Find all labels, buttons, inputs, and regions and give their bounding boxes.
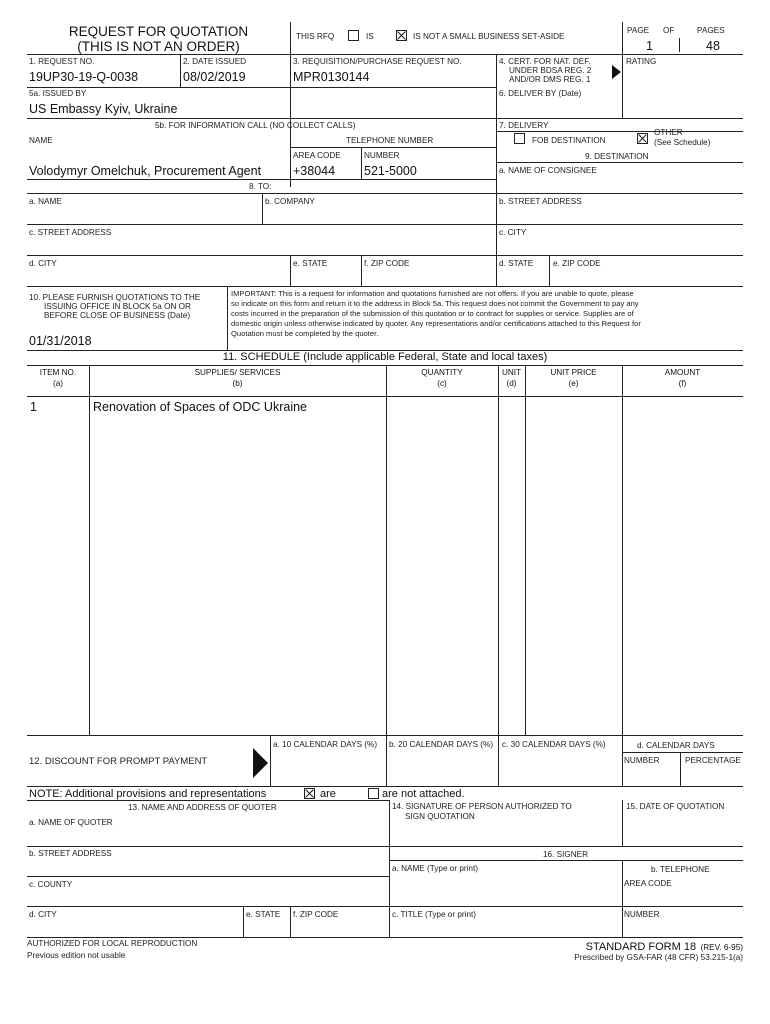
is-not-checkbox[interactable] xyxy=(396,30,407,41)
cert-label-2: UNDER BDSA REG. 2 xyxy=(509,66,592,75)
col-amount-header: AMOUNT (f) xyxy=(664,368,701,388)
phone-number-value[interactable]: 521-5000 xyxy=(364,164,417,178)
col-quantity-header: QUANTITY (c) xyxy=(421,368,463,388)
block10-label-1: 10. PLEASE FURNISH QUOTATIONS TO THE xyxy=(29,293,201,302)
discount-30-label: c. 30 CALENDAR DAYS (%) xyxy=(502,740,606,749)
row-description: Renovation of Spaces of ODC Ukraine xyxy=(93,400,307,414)
signature-label-2: SIGN QUOTATION xyxy=(405,812,475,821)
to-label: 8. TO: xyxy=(249,182,272,191)
important-line-5: Quotation must be completed by the quoter. xyxy=(231,329,379,338)
quoter-title: 13. NAME AND ADDRESS OF QUOTER xyxy=(128,803,277,812)
are-label: are xyxy=(320,788,336,800)
signer-area-code-label: AREA CODE xyxy=(624,879,672,888)
is-checkbox[interactable] xyxy=(348,30,359,41)
form-name: STANDARD FORM 18 xyxy=(585,941,697,953)
consignee-label: a. NAME OF CONSIGNEE xyxy=(499,166,597,175)
authorized-reproduction: AUTHORIZED FOR LOCAL REPRODUCTION xyxy=(27,939,198,948)
col-supplies-header: SUPPLIES/ SERVICES (b) xyxy=(194,368,281,388)
quotation-date-label: 15. DATE OF QUOTATION xyxy=(626,802,725,811)
request-no-label: 1. REQUEST NO. xyxy=(29,57,95,66)
discount-number-label: NUMBER xyxy=(624,756,660,765)
dest-street-label: b. STREET ADDRESS xyxy=(499,197,582,206)
to-street-label: c. STREET ADDRESS xyxy=(29,228,112,237)
of-label: OF xyxy=(663,26,675,35)
other-label: OTHER xyxy=(654,128,683,137)
important-line-1: IMPORTANT: This is a request for information and quotations furnished are not offers. If you are unable to quote, please xyxy=(231,289,634,298)
to-zip-label: f. ZIP CODE xyxy=(364,259,410,268)
info-call-label: 5b. FOR INFORMATION CALL (NO COLLECT CALLS) xyxy=(155,121,356,130)
to-company-label: b. COMPANY xyxy=(265,197,315,206)
form-title xyxy=(27,24,290,54)
quotation-due-date[interactable]: 01/31/2018 xyxy=(29,334,92,348)
quoter-city-label: d. CITY xyxy=(29,910,57,919)
deliver-by-label: 6. DELIVER BY (Date) xyxy=(499,89,582,98)
fob-checkbox[interactable] xyxy=(514,133,525,144)
discount-10-label: a. 10 CALENDAR DAYS (%) xyxy=(273,740,378,749)
name-label: NAME xyxy=(29,136,53,145)
block10-label-2: ISSUING OFFICE IN BLOCK 5a ON OR xyxy=(44,302,191,311)
signature-label-1: 14. SIGNATURE OF PERSON AUTHORIZED TO xyxy=(392,802,572,811)
dest-zip-label: e. ZIP CODE xyxy=(553,259,601,268)
important-notice xyxy=(231,289,741,339)
title-line-2: (THIS IS NOT AN ORDER) xyxy=(77,39,240,54)
signer-number-label: NUMBER xyxy=(624,910,660,919)
quoter-zip-label: f. ZIP CODE xyxy=(293,910,339,919)
is-not-label: IS NOT A SMALL BUSINESS SET-ASIDE xyxy=(413,32,565,41)
other-sub-label: (See Schedule) xyxy=(654,138,711,147)
calendar-days-label: d. CALENDAR DAYS xyxy=(637,741,715,750)
quoter-name-label: a. NAME OF QUOTER xyxy=(29,818,113,827)
delivery-label: 7. DELIVERY xyxy=(499,121,549,130)
dest-city-label: c. CITY xyxy=(499,228,527,237)
important-line-3: costs incurred in the preparation of the submission of this quotation or to contract for supplies or service. Supplies are of xyxy=(231,309,634,318)
telephone-label: TELEPHONE NUMBER xyxy=(346,136,434,145)
is-label: IS xyxy=(366,32,374,41)
arrow-right-icon xyxy=(253,748,268,778)
requisition-label: 3. REQUISITION/PURCHASE REQUEST NO. xyxy=(293,57,462,66)
rfq-label: THIS RFQ xyxy=(296,32,335,41)
contact-name-value[interactable]: Volodymyr Omelchuk, Procurement Agent xyxy=(29,164,262,178)
signer-telephone-label: b. TELEPHONE xyxy=(651,865,710,874)
requisition-value[interactable]: MPR0130144 xyxy=(293,70,370,84)
dest-state-label: d. STATE xyxy=(499,259,534,268)
are-checkbox[interactable] xyxy=(304,788,315,799)
title-line-1: REQUEST FOR QUOTATION xyxy=(68,24,249,39)
area-code-label: AREA CODE xyxy=(293,151,341,160)
number-label: NUMBER xyxy=(364,151,400,160)
other-checkbox[interactable] xyxy=(637,133,648,144)
arrow-right-icon xyxy=(612,65,621,79)
to-city-label: d. CITY xyxy=(29,259,57,268)
to-name-label: a. NAME xyxy=(29,197,62,206)
prescribed-by: Prescribed by GSA-FAR (48 CFR) 53.215-1(a) xyxy=(574,953,743,962)
to-state-label: e. STATE xyxy=(293,259,328,268)
date-issued-value[interactable]: 08/02/2019 xyxy=(183,70,246,84)
date-issued-label: 2. DATE ISSUED xyxy=(183,57,247,66)
note-text: NOTE: Additional provisions and representations xyxy=(29,788,267,800)
page-number: 1 xyxy=(646,39,653,53)
pages-label: PAGES xyxy=(697,26,725,35)
are-not-checkbox[interactable] xyxy=(368,788,379,799)
destination-label: 9. DESTINATION xyxy=(585,152,649,161)
discount-percentage-label: PERCENTAGE xyxy=(685,756,741,765)
cert-label-1: 4. CERT. FOR NAT. DEF. xyxy=(499,57,591,66)
signer-label: 16. SIGNER xyxy=(543,850,589,859)
request-no-value[interactable]: 19UP30-19-Q-0038 xyxy=(29,70,139,84)
row-item-no: 1 xyxy=(30,400,37,414)
block10-label-3: BEFORE CLOSE OF BUSINESS (Date) xyxy=(44,311,191,320)
discount-20-label: b. 20 CALENDAR DAYS (%) xyxy=(389,740,494,749)
issued-by-value[interactable]: US Embassy Kyiv, Ukraine xyxy=(29,102,178,116)
fob-label: FOB DESTINATION xyxy=(532,136,606,145)
issued-by-label: 5a. ISSUED BY xyxy=(29,89,87,98)
discount-label: 12. DISCOUNT FOR PROMPT PAYMENT xyxy=(29,756,208,767)
cert-label-3: AND/OR DMS REG. 1 xyxy=(509,75,591,84)
schedule-title: 11. SCHEDULE (Include applicable Federal, State and local taxes) xyxy=(222,351,548,363)
are-not-label: are not attached. xyxy=(382,788,465,800)
page-label: PAGE xyxy=(627,26,650,35)
signer-name-label: a. NAME (Type or print) xyxy=(392,864,478,873)
important-line-4: domestic origin unless otherwise indicated by quoter. Any representations and/or certifications attached to this Request for xyxy=(231,319,641,328)
col-unit-price-header: UNIT PRICE (e) xyxy=(550,368,597,388)
previous-edition: Previous edition not usable xyxy=(27,951,126,960)
rating-label: RATING xyxy=(626,57,657,66)
quoter-state-label: e. STATE xyxy=(246,910,281,919)
total-pages: 48 xyxy=(706,39,720,53)
signer-title-label: c. TITLE (Type or print) xyxy=(392,910,477,919)
area-code-value[interactable]: +38044 xyxy=(293,164,336,178)
important-line-2: so indicate on this form and return it to the address in Block 5a. This request does not commit the Government to pay any xyxy=(231,299,639,308)
quoter-county-label: c. COUNTY xyxy=(29,880,73,889)
col-unit-header: UNIT (d) xyxy=(501,368,522,388)
col-item-header: ITEM NO. (a) xyxy=(39,368,77,388)
quoter-street-label: b. STREET ADDRESS xyxy=(29,849,112,858)
form-revision: (REV. 6-95) xyxy=(700,943,743,952)
